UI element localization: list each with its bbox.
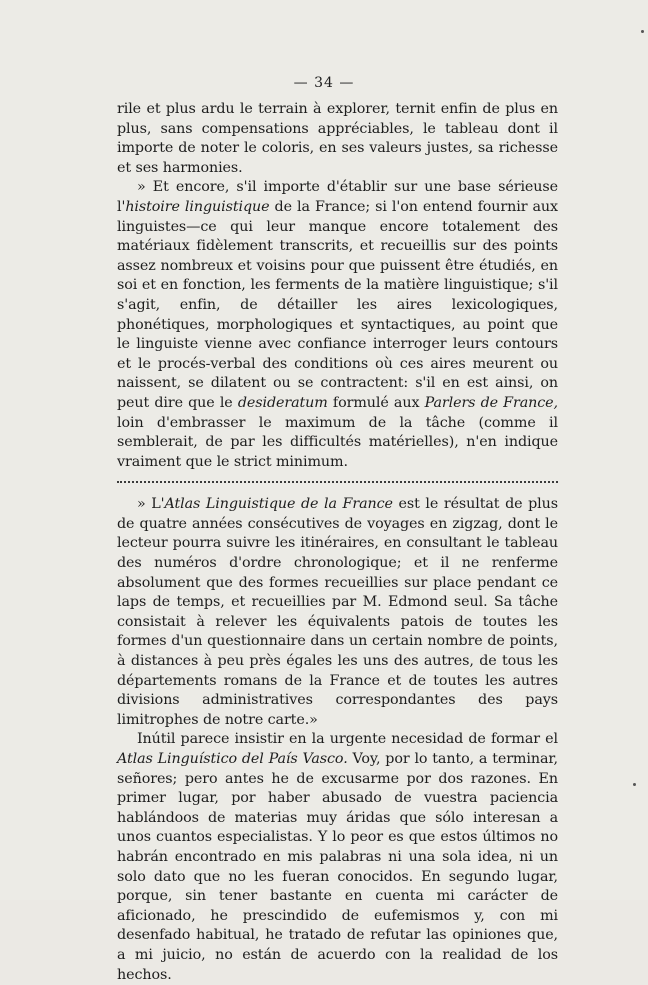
paragraph-2-text-g: loin d'embrasser le maximum de la tâche (comme il semblerait, de par les difficultés matérielles), n'en indique vraiment que le strict minimum. [117, 414, 558, 470]
paragraph-2 [117, 178, 558, 472]
paragraph-2-text-e: formulé aux [327, 394, 425, 411]
paragraph-2-italic-b: histoire linguistique [125, 198, 270, 215]
paragraph-2-italic-f: Parlers de France, [424, 394, 558, 411]
paragraph-2-text-a: » Et encore, s'il importe d'établir sur une base sérieuse l' [117, 179, 558, 215]
dotted-separator [117, 481, 558, 489]
body-text [117, 100, 558, 985]
paragraph-3-text-c: est le résultat de plus de quatre années consécutives de voyages en zigzag, dont le lecteur pourra suivre les itinéraires, en consultant le tableau des numéros d'ordre chronologique; et il ne renferme absolument que des formes recueillies sur place pendant ce laps de temps, et recueillies par M. Edmond seul. Sa tâche consistait à relever les équivalents patois de toutes les formes d'un questionnaire dans un certain nombre de points, à distances à peu près égales les uns des autres, de tous les départements romans de la France et de toutes les autres divisions administratives correspondantes des pays limitrophes de notre carte.» [117, 496, 558, 728]
paragraph-3-italic-b: Atlas Linguistique de la France [164, 496, 393, 513]
scan-speck [641, 30, 644, 33]
paragraph-2-text-c: de la France; si l'on entend fournir aux linguistes—ce qui leur manque encore totalement des matériaux fidèlement transcrits, et recueillis sur des points assez nombreux et voisins pour que puissent être étudiés, en soi et en fonction, les ferments de la matière linguistique; s'il s'agit, enfin, de détailler les aires lexicologiques, phonétiques, morphologiques et syntactiques, au point que le linguiste vienne avec confiance interroger leurs contours et le procés-verbal des conditions où ces aires meurent ou naissent, se dilatent ou se contractent: s'il en est ainsi, on peut dire que le [117, 198, 558, 411]
paragraph-3 [117, 495, 558, 730]
paragraph-4-text-c: Voy, por lo tanto, a terminar, señores; pero antes he de excusarme por dos razones. En primer lugar, por haber abusado de vuestra paciencia hablándoos de materias muy áridas que sólo interesan a unos cuantos especialistas. Y lo peor es que estos últimos no habrán encontrado en mis palabras ni una sola idea, ni un solo dato que no les fueran conocidos. En segundo lugar, porque, sin tener bastante en cuenta mi carácter de aficionado, he prescindido de eufemismos y, con mi desenfado habitual, he tratado de refutar las opiniones que, a mi juicio, no están de acuerdo con la realidad de los hechos. [117, 751, 559, 983]
paragraph-4 [117, 730, 558, 985]
scan-speck [633, 783, 636, 786]
paragraph-4-text-a: Inútil parece insistir en la urgente necesidad de formar el [137, 731, 558, 748]
paragraph-2-italic-d: desideratum [237, 394, 328, 411]
paragraph-4-italic-b: Atlas Linguístico del País Vasco. [117, 751, 348, 767]
page-number: — 34 — [293, 75, 355, 91]
paragraph-1: rile et plus ardu le terrain à explorer, ternit enfin de plus en plus, sans compensations appréciables, le tableau dont il importe de noter le coloris, en ses valeurs justes, sa richesse et ses harmonies. [117, 101, 558, 176]
paragraph-3-text-a: » L' [137, 496, 165, 513]
